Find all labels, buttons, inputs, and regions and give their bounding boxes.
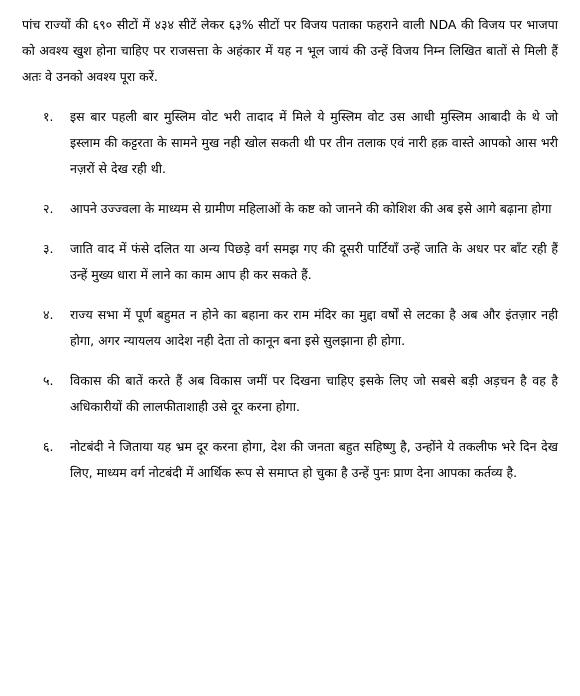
point-number: १. [43,109,54,124]
point-number: ६. [43,439,54,454]
point-number: ५. [43,373,54,388]
point-text: नोटबंदी ने जिताया यह भ्रम दूर करना होगा, देश की जनता बहुत सहिष्णु है, उन्होंने ये तकलीफ भरे दिन देख लिए, माध्यम वर्ग नोटबंदी में आर्थिक रूप से समाप्त हो चुका है उन्हें पुनः प्राण देना आपका कर्तव्य है. [70,439,558,480]
point-number: २. [43,201,54,216]
point-text: राज्य सभा में पूर्ण बहुमत न होने का बहाना कर राम मंदिर का मुद्दा वर्षों से लटका है अब और इंतज़ार नही होगा, अगर न्यायलय आदेश नही देता तो कानून बना इसे सुलझाना ही होगा. [70,307,558,348]
list-item [22,236,558,288]
list-item [22,196,558,222]
list-item [22,434,558,486]
list-item [22,302,558,354]
intro-paragraph: पांच राज्यों की ६९० सीटों में ४३४ सीटें लेकर ६३% सीटों पर विजय पताका फहराने वाली NDA की विजय पर भाजपा को अवश्य खुश होना चाहिए पर राजसत्ता के अहंकार में यह न भूल जायं की उन्हें विजय निम्न लिखित बातों से मिली हैं अतः वे उनको अवश्य पूरा करें. [22,17,558,84]
point-text: आपने उज्ज्वला के माध्यम से ग्रामीण महिलाओं के कष्ट को जानने की कोशिश की अब इसे आगे बढ़ाना होगा [70,201,552,216]
point-number: ३. [43,241,54,256]
point-text: इस बार पहली बार मुस्लिम वोट भरी तादाद में मिले ये मुस्लिम वोट उस आधी मुस्लिम आबादी के थे जो इस्लाम की कट्टरता के सामने मुख नही खोल सकती थी पर तीन तलाक एवं नारी हक़ वास्ते आपको आस भरी नज़रों से देख रही थी. [70,109,558,176]
point-number: ४. [43,307,54,322]
point-text: जाति वाद में फंसे दलित या अन्य पिछड़े वर्ग समझ गए की दूसरी पार्टियाँ उन्हें जाति के अधर पर बाँट रही हैं उन्हें मुख्य धारा में लाने का काम आप ही कर सकते हैं. [70,241,558,282]
list-item [22,104,558,182]
points-list [22,104,558,486]
point-text: विकास की बातें करते हैं अब विकास जमीं पर दिखना चाहिए इसके लिए जो सबसे बड़ी अड़चन है वह है अधिकारीयों की लालफीताशाही उसे दूर करना होगा. [70,373,558,414]
list-item [22,368,558,420]
